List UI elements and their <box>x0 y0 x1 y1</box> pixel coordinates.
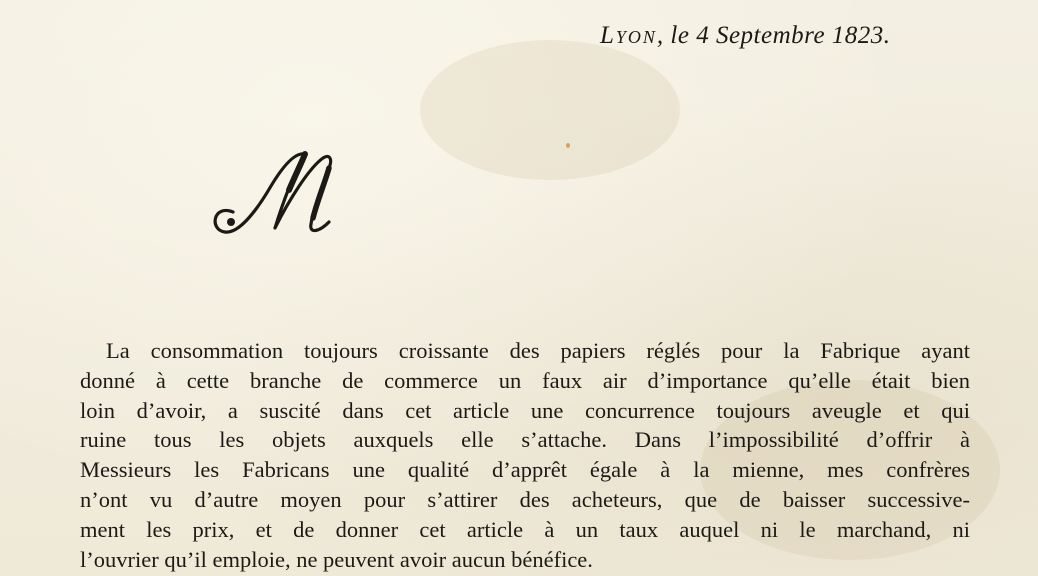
dateline-city: Lyon <box>600 22 657 49</box>
paragraph-line: n’ont vu d’autre moyen pour s’attirer des acheteurs, que de baisser successive- <box>80 486 970 512</box>
paragraph-line: ment les prix, et de donner cet article à un taux auquel ni le marchand, ni <box>80 516 970 542</box>
paper-stain <box>420 40 680 180</box>
paragraph-line: loin d’avoir, a suscité dans cet article une concurrence toujours aveugle et qui <box>80 397 970 423</box>
paragraph-line: La consommation toujours croissante des papiers réglés pour la Fabrique ayant <box>106 338 970 363</box>
paragraph-line: Messieurs les Fabricans une qualité d’apprêt égale à la mienne, mes confrères <box>80 457 970 483</box>
salutation-script-m <box>205 140 355 250</box>
paragraph-line: donné à cette branche de commerce un faux air d’importance qu’elle était bien <box>80 367 970 393</box>
ink-speck <box>566 143 570 148</box>
paragraph-line: l’ouvrier qu’il emploie, ne peuvent avoir aucun bénéfice. <box>80 546 593 572</box>
dateline <box>600 22 930 50</box>
salutation-monogram <box>205 140 355 250</box>
letter-paragraph <box>80 336 970 574</box>
dateline-date: , le 4 Septembre 1823. <box>656 22 891 49</box>
paragraph-line: ruine tous les objets auxquels elle s’attache. Dans l’impossibilité d’offrir à <box>80 427 970 453</box>
